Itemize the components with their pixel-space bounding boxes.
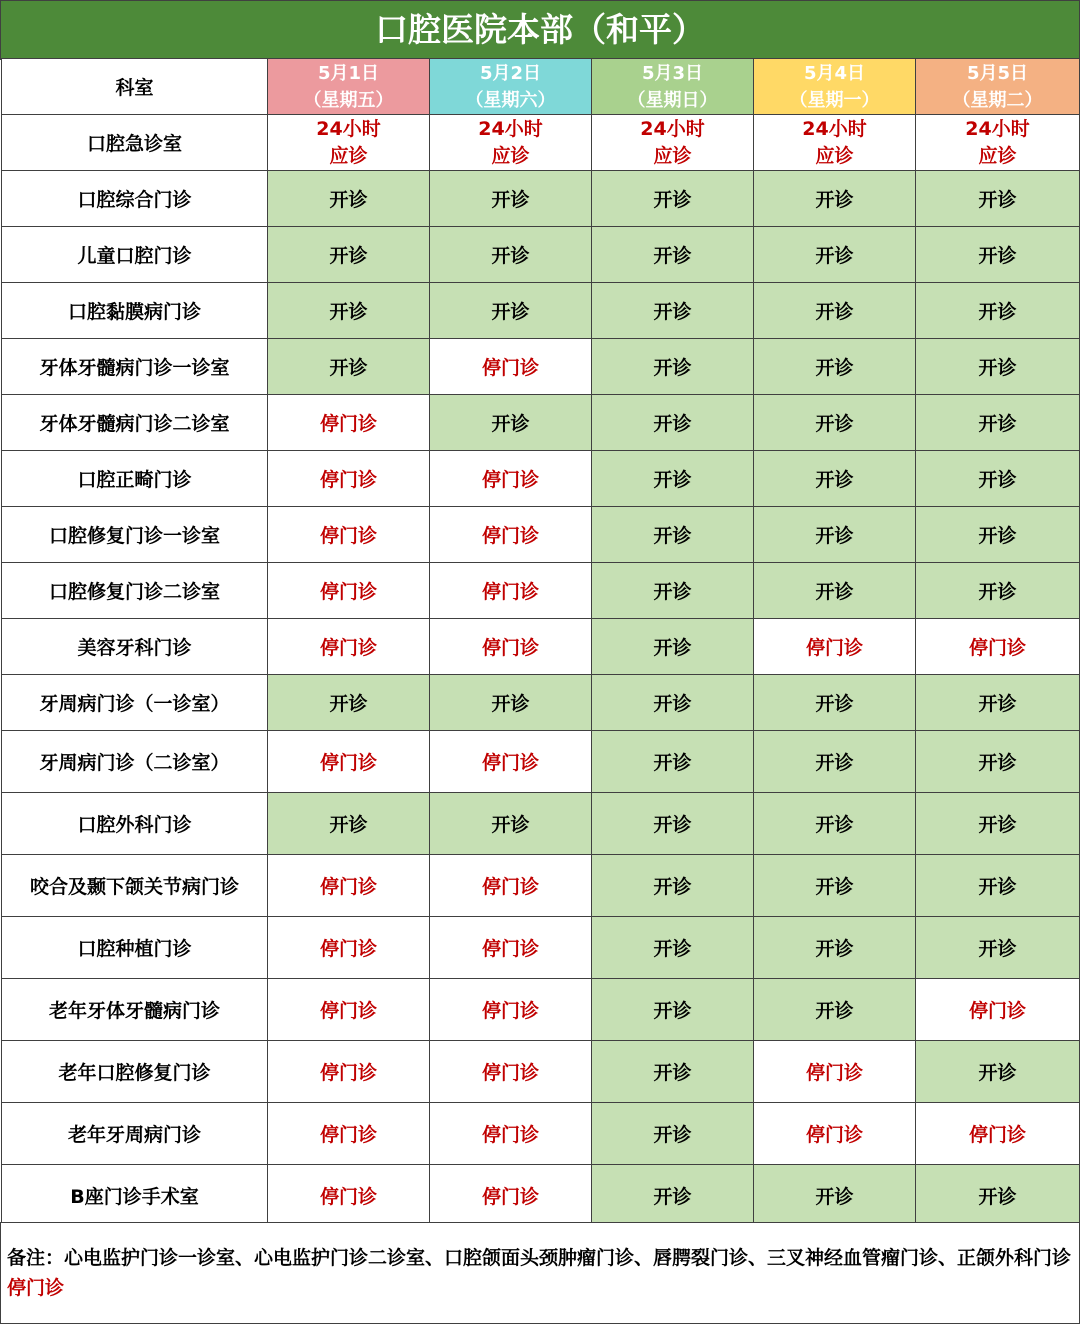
status-cell-closed: 停门诊: [916, 1103, 1080, 1165]
status-cell-open: 开诊: [592, 283, 754, 339]
emergency-cell: [916, 115, 1080, 171]
status-cell-open: 开诊: [592, 793, 754, 855]
emergency-line1: 24小时: [316, 117, 381, 140]
status-cell-closed: 停门诊: [268, 979, 430, 1041]
status-cell-closed: 停门诊: [268, 731, 430, 793]
status-cell-closed: 停门诊: [430, 1165, 592, 1227]
status-cell-open: 开诊: [430, 283, 592, 339]
status-cell-open: 开诊: [916, 451, 1080, 507]
status-cell-closed: 停门诊: [268, 1103, 430, 1165]
status-cell-closed: 停门诊: [430, 1103, 592, 1165]
status-cell-open: 开诊: [592, 1041, 754, 1103]
status-cell-open: 开诊: [754, 675, 916, 731]
status-cell-open: 开诊: [592, 563, 754, 619]
dept-name: 口腔修复门诊一诊室: [2, 507, 268, 563]
status-cell-closed: 停门诊: [430, 917, 592, 979]
status-cell-closed: 停门诊: [916, 619, 1080, 675]
status-cell-open: 开诊: [754, 563, 916, 619]
status-cell-closed: 停门诊: [916, 979, 1080, 1041]
dept-name: 牙体牙髓病门诊一诊室: [2, 339, 268, 395]
status-cell-open: 开诊: [916, 1041, 1080, 1103]
dept-name: 口腔急诊室: [2, 115, 268, 171]
status-cell-open: 开诊: [754, 339, 916, 395]
emergency-line1: 24小时: [640, 117, 705, 140]
status-cell-open: 开诊: [592, 731, 754, 793]
dept-name: 牙周病门诊（一诊室）: [2, 675, 268, 731]
emergency-cell: [430, 115, 592, 171]
status-cell-open: 开诊: [592, 979, 754, 1041]
status-cell-open: 开诊: [592, 855, 754, 917]
dept-name: 口腔综合门诊: [2, 171, 268, 227]
footnote-status: 停门诊: [7, 1277, 65, 1299]
status-cell-open: 开诊: [268, 675, 430, 731]
status-cell-open: 开诊: [268, 793, 430, 855]
status-cell-open: 开诊: [754, 855, 916, 917]
status-cell-open: 开诊: [754, 283, 916, 339]
dept-name: 美容牙科门诊: [2, 619, 268, 675]
table-row: [2, 1165, 1080, 1227]
status-cell-open: 开诊: [754, 507, 916, 563]
status-cell-closed: 停门诊: [754, 619, 916, 675]
table-row: [2, 855, 1080, 917]
status-cell-closed: 停门诊: [430, 855, 592, 917]
status-cell-open: 开诊: [916, 855, 1080, 917]
table-row: [2, 283, 1080, 339]
status-cell-open: 开诊: [916, 339, 1080, 395]
status-cell-open: 开诊: [268, 227, 430, 283]
status-cell-open: 开诊: [916, 227, 1080, 283]
emergency-line2: 应诊: [491, 144, 530, 167]
status-cell-open: 开诊: [916, 283, 1080, 339]
status-cell-open: 开诊: [592, 507, 754, 563]
emergency-line2: 应诊: [815, 144, 854, 167]
dept-column-header: 科室: [2, 59, 268, 115]
status-cell-open: 开诊: [916, 1165, 1080, 1227]
footnote-text: 备注：心电监护门诊一诊室、心电监护门诊二诊室、口腔颌面头颈肿瘤门诊、唇腭裂门诊、三叉神经血管瘤门诊、正颌外科门诊: [7, 1247, 1072, 1269]
status-cell-open: 开诊: [592, 339, 754, 395]
page-title: 口腔医院本部（和平）: [0, 0, 1080, 60]
table-row: [2, 1103, 1080, 1165]
status-cell-closed: 停门诊: [268, 1165, 430, 1227]
day-header: [916, 59, 1080, 115]
status-cell-open: 开诊: [754, 395, 916, 451]
table-row: [2, 339, 1080, 395]
footnote: [0, 1222, 1080, 1324]
day-weekday: （星期六）: [465, 89, 556, 111]
status-cell-open: 开诊: [592, 451, 754, 507]
day-weekday: （星期日）: [627, 89, 718, 111]
status-cell-closed: 停门诊: [268, 1041, 430, 1103]
status-cell-closed: 停门诊: [430, 339, 592, 395]
dept-name: 口腔正畸门诊: [2, 451, 268, 507]
table-row: [2, 171, 1080, 227]
table-row: [2, 793, 1080, 855]
status-cell-open: 开诊: [592, 395, 754, 451]
day-header: [268, 59, 430, 115]
table-row: [2, 227, 1080, 283]
day-weekday: （星期五）: [303, 89, 394, 111]
status-cell-closed: 停门诊: [754, 1103, 916, 1165]
status-cell-open: 开诊: [592, 227, 754, 283]
status-cell-closed: 停门诊: [754, 1041, 916, 1103]
status-cell-open: 开诊: [268, 339, 430, 395]
status-cell-closed: 停门诊: [268, 917, 430, 979]
table-row: [2, 979, 1080, 1041]
emergency-line1: 24小时: [802, 117, 867, 140]
day-date: 5月4日: [803, 62, 866, 84]
emergency-line2: 应诊: [653, 144, 692, 167]
table-row: [2, 917, 1080, 979]
emergency-row: [2, 115, 1080, 171]
emergency-cell: [754, 115, 916, 171]
dept-name: B座门诊手术室: [2, 1165, 268, 1227]
status-cell-open: 开诊: [592, 1103, 754, 1165]
schedule-table: [1, 58, 1080, 1227]
dept-name: 老年口腔修复门诊: [2, 1041, 268, 1103]
emergency-cell: [592, 115, 754, 171]
status-cell-closed: 停门诊: [268, 395, 430, 451]
status-cell-open: 开诊: [754, 731, 916, 793]
status-cell-open: 开诊: [592, 1165, 754, 1227]
status-cell-open: 开诊: [754, 451, 916, 507]
dept-name: 儿童口腔门诊: [2, 227, 268, 283]
dept-name: 口腔种植门诊: [2, 917, 268, 979]
table-row: [2, 507, 1080, 563]
table-row: [2, 1041, 1080, 1103]
status-cell-open: 开诊: [916, 917, 1080, 979]
status-cell-closed: 停门诊: [268, 619, 430, 675]
day-weekday: （星期二）: [952, 89, 1043, 111]
status-cell-open: 开诊: [754, 1165, 916, 1227]
table-row: [2, 563, 1080, 619]
status-cell-open: 开诊: [754, 227, 916, 283]
status-cell-open: 开诊: [916, 563, 1080, 619]
emergency-line2: 应诊: [329, 144, 368, 167]
table-row: [2, 451, 1080, 507]
status-cell-open: 开诊: [268, 171, 430, 227]
status-cell-open: 开诊: [430, 171, 592, 227]
status-cell-closed: 停门诊: [430, 563, 592, 619]
status-cell-closed: 停门诊: [430, 731, 592, 793]
day-header: [430, 59, 592, 115]
status-cell-closed: 停门诊: [430, 979, 592, 1041]
status-cell-open: 开诊: [754, 917, 916, 979]
status-cell-open: 开诊: [754, 793, 916, 855]
table-row: [2, 619, 1080, 675]
emergency-cell: [268, 115, 430, 171]
status-cell-closed: 停门诊: [430, 1041, 592, 1103]
status-cell-open: 开诊: [592, 675, 754, 731]
table-row: [2, 731, 1080, 793]
status-cell-open: 开诊: [430, 675, 592, 731]
status-cell-open: 开诊: [592, 619, 754, 675]
status-cell-open: 开诊: [916, 793, 1080, 855]
status-cell-open: 开诊: [430, 395, 592, 451]
status-cell-closed: 停门诊: [430, 619, 592, 675]
status-cell-closed: 停门诊: [268, 507, 430, 563]
day-date: 5月3日: [641, 62, 704, 84]
status-cell-closed: 停门诊: [268, 563, 430, 619]
status-cell-open: 开诊: [916, 731, 1080, 793]
status-cell-closed: 停门诊: [430, 451, 592, 507]
status-cell-open: 开诊: [592, 171, 754, 227]
table-row: [2, 675, 1080, 731]
dept-name: 咬合及颞下颌关节病门诊: [2, 855, 268, 917]
day-header: [754, 59, 916, 115]
status-cell-open: 开诊: [916, 171, 1080, 227]
dept-name: 口腔修复门诊二诊室: [2, 563, 268, 619]
day-header: [592, 59, 754, 115]
status-cell-open: 开诊: [268, 283, 430, 339]
status-cell-open: 开诊: [916, 395, 1080, 451]
day-weekday: （星期一）: [789, 89, 880, 111]
dept-name: 牙体牙髓病门诊二诊室: [2, 395, 268, 451]
dept-name: 牙周病门诊（二诊室）: [2, 731, 268, 793]
status-cell-open: 开诊: [916, 507, 1080, 563]
header-row: [2, 59, 1080, 115]
status-cell-closed: 停门诊: [268, 451, 430, 507]
status-cell-open: 开诊: [754, 979, 916, 1041]
status-cell-open: 开诊: [592, 917, 754, 979]
emergency-line1: 24小时: [478, 117, 543, 140]
dept-name: 口腔黏膜病门诊: [2, 283, 268, 339]
status-cell-open: 开诊: [916, 675, 1080, 731]
table-row: [2, 395, 1080, 451]
status-cell-closed: 停门诊: [268, 855, 430, 917]
day-date: 5月2日: [479, 62, 542, 84]
status-cell-open: 开诊: [430, 227, 592, 283]
status-cell-open: 开诊: [754, 171, 916, 227]
status-cell-open: 开诊: [430, 793, 592, 855]
emergency-line2: 应诊: [978, 144, 1017, 167]
day-date: 5月1日: [317, 62, 380, 84]
emergency-line1: 24小时: [965, 117, 1030, 140]
day-date: 5月5日: [966, 62, 1029, 84]
dept-name: 老年牙体牙髓病门诊: [2, 979, 268, 1041]
dept-name: 老年牙周病门诊: [2, 1103, 268, 1165]
status-cell-closed: 停门诊: [430, 507, 592, 563]
dept-name: 口腔外科门诊: [2, 793, 268, 855]
